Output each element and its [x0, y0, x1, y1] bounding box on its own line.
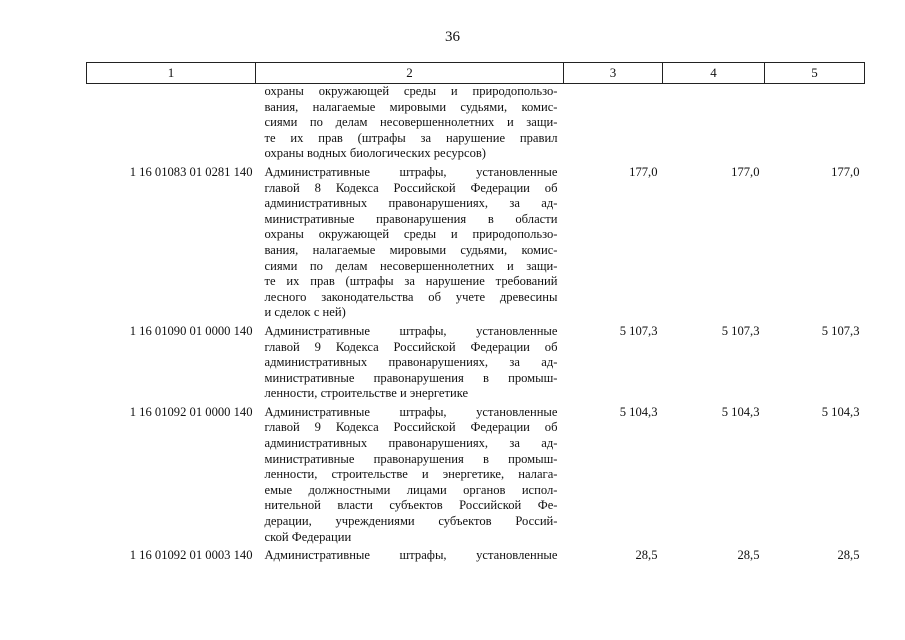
- classification-code: 1 16 01092 01 0003 140: [129, 548, 253, 563]
- amount-col-5: [765, 84, 865, 162]
- revenue-description: [256, 321, 564, 402]
- description-line: Административные штрафы, установленные: [264, 404, 558, 419]
- description-line: административных правонарушениях, за ад-: [264, 196, 558, 211]
- description-line: министративные правонарушения в области: [264, 211, 558, 226]
- amount-col-5: 5 104,3: [821, 404, 860, 419]
- description-line: дерации, учреждениями субъектов Россий-: [264, 514, 558, 529]
- description-line: административных правонарушениях, за ад-: [264, 355, 558, 370]
- amount-col-5: 177,0: [831, 164, 860, 179]
- table-row: [87, 402, 865, 545]
- classification-code: [87, 84, 256, 162]
- revenue-description: [256, 162, 564, 321]
- amount-col-3: 28,5: [635, 548, 658, 563]
- description-line: лесного законодательства об учете древесины: [264, 289, 558, 304]
- description-line: главой 9 Кодекса Российской Федерации об: [264, 420, 558, 435]
- description-line: главой 8 Кодекса Российской Федерации об: [264, 180, 558, 195]
- description-line: министративные правонарушения в промыш-: [264, 451, 558, 466]
- description-line: сиями по делам несовершеннолетних и защи-: [264, 258, 558, 273]
- description-line: Административные штрафы, установленные: [264, 164, 558, 179]
- description-line: Административные штрафы, установленные: [264, 323, 558, 338]
- description-line: министративные правонарушения в промыш-: [264, 370, 558, 385]
- page-number: 36: [445, 29, 460, 45]
- table-row: [87, 545, 865, 564]
- description-line: охраны окружающей среды и природопользо-: [264, 84, 558, 98]
- amount-col-3: 177,0: [629, 164, 658, 179]
- amount-col-3: 5 104,3: [619, 404, 658, 419]
- description-line: вания, налагаемые мировыми судьями, комис-: [264, 99, 558, 114]
- amount-col-5: 5 107,3: [821, 323, 860, 338]
- description-line: сиями по делам несовершеннолетних и защи-: [264, 115, 558, 130]
- amount-col-5: 28,5: [837, 548, 860, 563]
- amount-col-4: [663, 84, 765, 162]
- amount-col-4: 5 104,3: [721, 404, 760, 419]
- description-line: охраны водных биологических ресурсов): [264, 146, 487, 161]
- description-line: главой 9 Кодекса Российской Федерации об: [264, 339, 558, 354]
- table-row: [87, 84, 865, 162]
- description-line: охраны окружающей среды и природопользо-: [264, 227, 558, 242]
- classification-code: 1 16 01083 01 0281 140: [129, 164, 253, 179]
- classification-code: 1 16 01092 01 0000 140: [129, 404, 253, 419]
- column-header-2: 2: [256, 63, 564, 84]
- description-line: ской Федерации: [264, 529, 352, 544]
- description-line: те их прав (штрафы за нарушение требований: [264, 274, 558, 289]
- description-line: вания, налагаемые мировыми судьями, комис-: [264, 242, 558, 257]
- description-line: ленности, строительстве и энергетике, налага-: [264, 467, 558, 482]
- amount-col-4: 177,0: [731, 164, 760, 179]
- description-line: емые должностными лицами органов испол-: [264, 482, 558, 497]
- description-line: и сделок с ней): [264, 305, 346, 320]
- column-header-5: 5: [765, 63, 865, 84]
- description-line: нительной власти субъектов Российской Фе-: [264, 498, 558, 513]
- revenue-description: [256, 545, 564, 564]
- description-line: те их прав (штрафы за нарушение правил: [264, 130, 558, 145]
- description-line: Административные штрафы, установленные: [264, 548, 558, 563]
- table-row: [87, 321, 865, 402]
- amount-col-4: 5 107,3: [721, 323, 760, 338]
- column-header-4: 4: [663, 63, 765, 84]
- amount-col-4: 28,5: [737, 548, 760, 563]
- revenue-description: [256, 84, 564, 162]
- amount-col-3: 5 107,3: [619, 323, 658, 338]
- table-row: [87, 162, 865, 321]
- description-line: административных правонарушениях, за ад-: [264, 436, 558, 451]
- column-header-3: 3: [564, 63, 663, 84]
- amount-col-3: [564, 84, 663, 162]
- table-header-row: [87, 63, 865, 84]
- classification-code: 1 16 01090 01 0000 140: [129, 323, 253, 338]
- revenue-table: [86, 62, 865, 564]
- description-line: ленности, строительстве и энергетике: [264, 386, 469, 401]
- revenue-description: [256, 402, 564, 545]
- column-header-1: 1: [87, 63, 256, 84]
